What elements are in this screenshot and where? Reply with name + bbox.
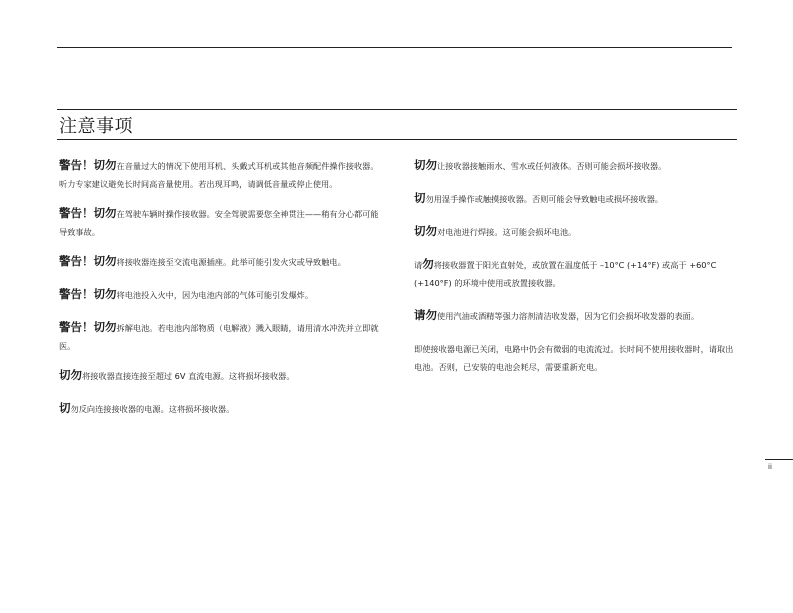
caution-text: 使用汽油或酒精等强力溶剂清洁收发器，因为它们会损坏收发器的表面。 xyxy=(437,311,700,321)
caution-text: 将接收器直接连接至超过 6V 直流电源。这将损坏接收器。 xyxy=(82,371,295,381)
left-column xyxy=(59,156,385,418)
warning-text: 将电池投入火中，因为电池内部的气体可能引发爆炸。 xyxy=(116,290,314,300)
caution-text: 让接收器接触雨水、雪水或任何液体。否则可能会损坏接收器。 xyxy=(437,161,667,171)
note-paragraph xyxy=(414,339,738,376)
warning-lead: 警告！切勿 xyxy=(59,158,117,172)
warning-paragraph xyxy=(59,204,385,241)
caution-text: 勿用湿手操作或触摸接收器。否则可能会导致触电或损坏接收器。 xyxy=(425,194,663,204)
caution-lead: 切勿 xyxy=(59,368,82,382)
warning-text: 在音量过大的情况下使用耳机、头戴式耳机或其他音频配件操作接收器。听力专家建议避免长时间高音量使用。若出现耳鸣，请调低音量或停止使用。 xyxy=(59,161,379,189)
caution-paragraph xyxy=(59,399,385,418)
caution-lead: 切勿 xyxy=(414,158,437,172)
top-divider xyxy=(57,47,732,48)
right-column xyxy=(414,156,738,376)
caution-lead: 请勿 xyxy=(414,308,437,322)
caution-paragraph xyxy=(414,306,738,325)
warning-text: 在驾驶车辆时操作接收器。安全驾驶需要您全神贯注——稍有分心都可能导致事故。 xyxy=(59,209,379,237)
warning-paragraph xyxy=(59,285,385,304)
page-number-divider xyxy=(765,459,793,460)
caution-text: 对电池进行焊接。这可能会损坏电池。 xyxy=(437,227,577,237)
warning-lead: 警告！切勿 xyxy=(59,254,117,268)
caution-paragraph xyxy=(414,189,738,208)
warning-paragraph xyxy=(59,252,385,271)
caution-text: 将接收器置于阳光直射处，或放置在温度低于 –10°C (+14°F) 或高于 +60°C (+140°F) 的环境中使用或放置接收器。 xyxy=(414,260,717,288)
warning-text: 将接收器连接至交流电源插座。此举可能引发火灾或导致触电。 xyxy=(116,257,346,267)
note-text: 即使接收器电源已关闭，电路中仍会有微弱的电流流过。长时间不使用接收器时，请取出电池。否则，已安装的电池会耗尽，需要重新充电。 xyxy=(414,344,734,372)
caution-lead: 勿 xyxy=(422,257,434,271)
warning-lead: 警告！切勿 xyxy=(59,287,117,301)
caution-paragraph xyxy=(59,366,385,385)
warning-paragraph xyxy=(59,318,385,355)
caution-paragraph xyxy=(414,255,738,292)
warning-paragraph xyxy=(59,156,385,193)
title-divider-top xyxy=(57,109,737,110)
caution-paragraph xyxy=(414,156,738,175)
page-number: ii xyxy=(768,463,772,471)
caution-lead: 切 xyxy=(59,401,71,415)
title-divider-bottom xyxy=(57,139,737,140)
caution-text: 勿反向连接接收器的电源。这将损坏接收器。 xyxy=(70,404,235,414)
page-title: 注意事项 xyxy=(59,116,133,137)
caution-prefix: 请 xyxy=(414,260,423,270)
warning-lead: 警告！切勿 xyxy=(59,206,117,220)
warning-lead: 警告！切勿 xyxy=(59,320,117,334)
caution-lead: 切勿 xyxy=(414,224,437,238)
caution-lead: 切 xyxy=(414,191,426,205)
warning-text: 拆解电池。若电池内部物质（电解液）溅入眼睛，请用清水冲洗并立即就医。 xyxy=(59,323,379,351)
caution-paragraph xyxy=(414,222,738,241)
